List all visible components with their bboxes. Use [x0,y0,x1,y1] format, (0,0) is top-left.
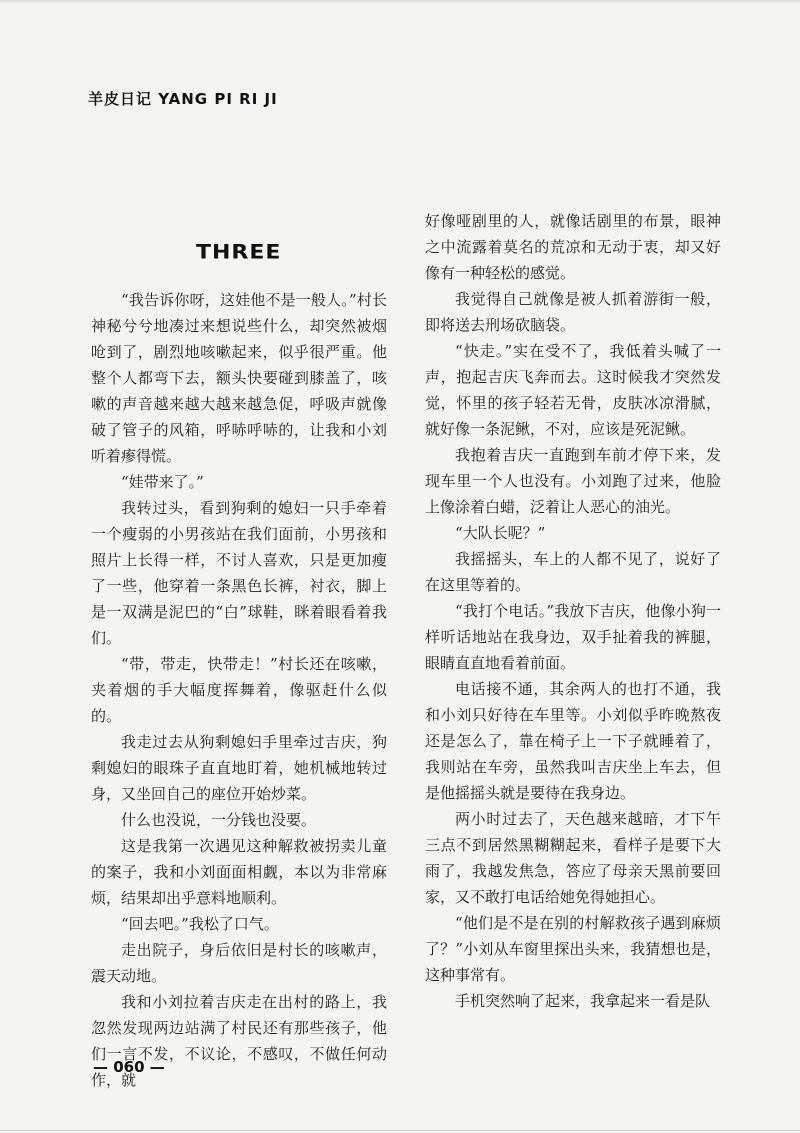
paragraph: “娃带来了。” [121,473,204,491]
paragraph: 我转过头，看到狗剩的媳妇一只手牵着一个瘦弱的小男孩站在我们面前，小男孩和照片上长得一样，不讨人喜欢，只是更加瘦了一些，他穿着一条黑色长裤，衬衣，脚上是一双满是泥巴的“白”球鞋，眯着眼看着我们。 [91,499,387,647]
paragraph: 我摇摇头，车上的人都不见了，说好了在这里等着的。 [425,550,721,594]
paragraph: “我告诉你呀，这娃他不是一般人。”村长神秘兮兮地凑过来想说些什么，却突然被烟呛到了，剧烈地咳嗽起来，似乎很严重。他整个人都弯下去，额头快要碰到膝盖了，咳嗽的声音越来越大越来越急促，呼吸声就像破了管子的风箱，呼哧呼哧的，让我和小刘听着瘆得慌。 [91,291,387,465]
paragraph: “他们是不是在别的村解救孩子遇到麻烦了？”小刘从车窗里探出头来，我猜想也是，这种事常有。 [425,914,721,984]
paragraph: “带，带走，快带走！”村长还在咳嗽，夹着烟的手大幅度挥舞着，像驱赶什么似的。 [91,655,387,725]
paragraph: 走出院子，身后依旧是村长的咳嗽声，震天动地。 [91,941,387,985]
section-title: THREE [196,241,282,264]
paragraph-continuation: 好像哑剧里的人，就像话剧里的布景，眼神之中流露着莫名的荒凉和无动于衷，却又好像有一种轻松的感觉。 [425,212,721,282]
paragraph: 我觉得自己就像是被人抓着游街一般，即将送去刑场砍脑袋。 [425,290,721,334]
paragraph: “回去吧。”我松了口气。 [121,915,279,933]
paragraph: “快走。”实在受不了，我低着头喊了一声，抱起吉庆飞奔而去。这时候我才突然发觉，怀里的孩子轻若无骨，皮肤冰凉滑腻，就好像一条泥鳅，不对，应该是死泥鳅。 [425,342,721,438]
running-header: 羊皮日记 YANG PI RI JI [88,90,278,108]
paragraph: 电话接不通，其余两人的也打不通，我和小刘只好待在车里等。小刘似乎昨晚熬夜还是怎么了，靠在椅子上一下子就睡着了，我则站在车旁，虽然我叫吉庆坐上车去，但是他摇摇头就是要待在我身边。 [425,680,721,802]
right-column [425,208,721,1014]
page-edge [0,0,800,4]
paragraph: 我走过去从狗剩媳妇手里牵过吉庆，狗剩媳妇的眼珠子直直地盯着，她机械地转过身，又坐回自己的座位开始炒菜。 [91,733,387,803]
left-column [91,287,387,1093]
paragraph: 这是我第一次遇见这种解救被拐卖儿童的案子，我和小刘面面相觑，本以为非常麻烦，结果却出乎意料地顺利。 [91,837,387,907]
paragraph: 我和小刘拉着吉庆走在出村的路上，我忽然发现两边站满了村民还有那些孩子，他们一言不发，不议论，不感叹，不做任何动作，就 [91,993,387,1089]
paragraph: 手机突然响了起来，我拿起来一看是队 [455,992,711,1010]
paragraph: “我打个电话。”我放下吉庆，他像小狗一样听话地站在我身边，双手扯着我的裤腿，眼睛直直地看着前面。 [425,602,721,672]
paragraph: 什么也没说，一分钱也没要。 [121,811,317,829]
paragraph: 我抱着吉庆一直跑到车前才停下来，发现车里一个人也没有。小刘跑了过来，他脸上像涂着白蜡，泛着让人恶心的油光。 [425,446,721,516]
page-number: — 060 — [93,1058,165,1076]
paragraph: 两小时过去了，天色越来越暗，才下午三点不到居然黑糊糊起来，看样子是要下大雨了，我越发焦急，答应了母亲天黑前要回家，又不敢打电话给她免得她担心。 [425,810,721,906]
page-bottom-edge [0,1130,800,1131]
paragraph: “大队长呢？” [455,524,546,542]
